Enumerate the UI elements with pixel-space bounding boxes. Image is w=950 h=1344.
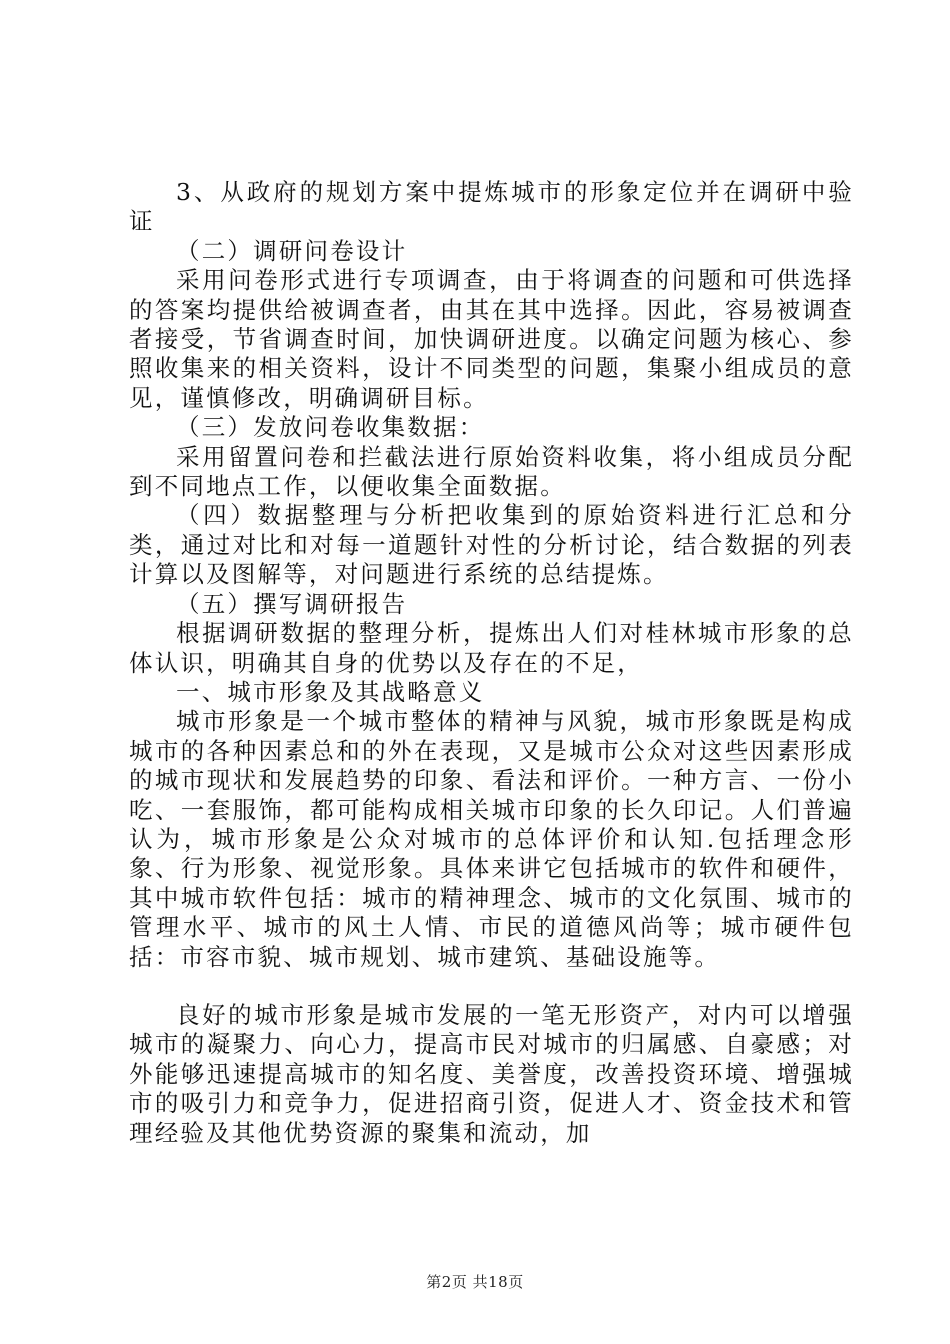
document-body [129, 178, 854, 1148]
paragraph-data-analysis: （四）数据整理与分析把收集到的原始资料进行汇总和分类，通过对比和对每一道题针对性的分析讨论，结合数据的列表计算以及图解等，对问题进行系统的总结提炼。 [129, 501, 854, 589]
heading-city-image: 一、城市形象及其战略意义 [176, 677, 485, 706]
paragraph-report-writing: 根据调研数据的整理分析，提炼出人们对桂林城市形象的总体认识，明确其自身的优势以及存在的不足， [129, 619, 854, 677]
paragraph-step-3: 3、从政府的规划方案中提炼城市的形象定位并在调研中验证 [129, 178, 854, 236]
heading-questionnaire-design: （二）调研问卷设计 [176, 236, 408, 265]
paragraph-city-image-value: 良好的城市形象是城市发展的一笔无形资产，对内可以增强城市的凝聚力、向心力，提高市民对城市的归属感、自豪感；对外能够迅速提高城市的知名度、美誉度，改善投资环境、增强城市的吸引力和竞争力，促进招商引资，促进人才、资金技术和管理经验及其他优势资源的聚集和流动，加 [129, 1000, 854, 1147]
heading-data-collection: （三）发放问卷收集数据： [176, 413, 485, 442]
heading-report-writing: （五）撰写调研报告 [176, 589, 408, 618]
paragraph-city-image-definition: 城市形象是一个城市整体的精神与风貌，城市形象既是构成城市的各种因素总和的外在表现，又是城市公众对这些因素形成的城市现状和发展趋势的印象、看法和评价。一种方言、一份小吃、一套服饰，都可能构成相关城市印象的长久印记。人们普遍认为，城市形象是公众对城市的总体评价和认知.包括理念形象、行为形象、视觉形象。具体来讲它包括城市的软件和硬件，其中城市软件包括：城市的精神理念、城市的文化氛围、城市的管理水平、城市的风土人情、市民的道德风尚等；城市硬件包括：市容市貌、城市规划、城市建筑、基础设施等。 [129, 707, 854, 971]
page-number-footer: 第2页 共18页 [426, 1273, 524, 1291]
paragraph-questionnaire: 采用问卷形式进行专项调查，由于将调查的问题和可供选择的答案均提供给被调查者，由其在其中选择。因此，容易被调查者接受，节省调查时间，加快调研进度。以确定问题为核心、参照收集来的相关资料，设计不同类型的问题，集聚小组成员的意见，谨慎修改，明确调研目标。 [129, 266, 854, 412]
paragraph-data-collection: 采用留置问卷和拦截法进行原始资料收集，将小组成员分配到不同地点工作，以便收集全面数据。 [129, 442, 854, 501]
